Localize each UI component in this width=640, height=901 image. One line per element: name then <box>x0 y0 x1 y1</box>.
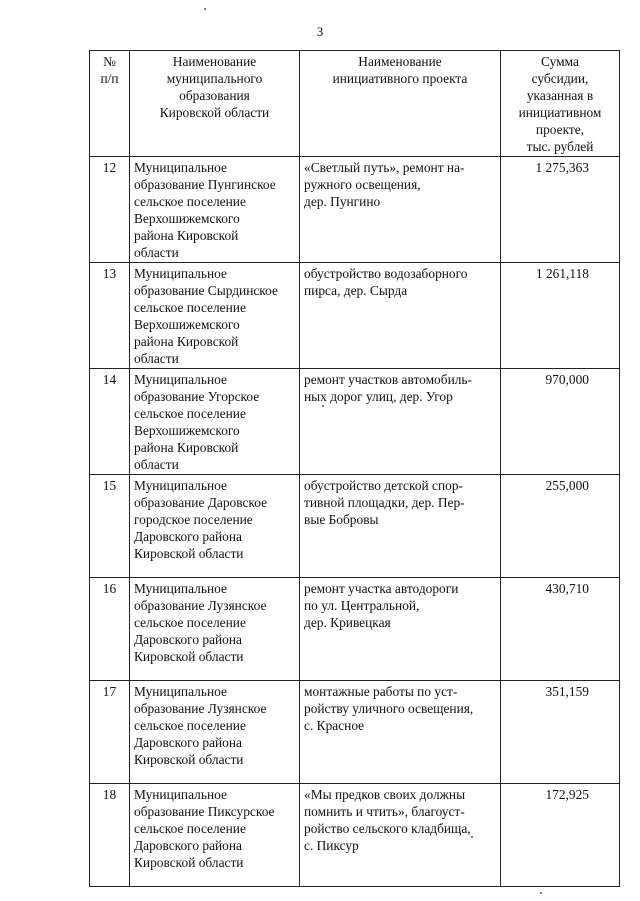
row-number: 14 <box>90 369 130 475</box>
table-row <box>90 784 620 887</box>
text-line: ройству уличного освещения, <box>304 701 474 716</box>
table-row <box>90 263 620 369</box>
row-number: 16 <box>90 578 130 681</box>
text-line: образования <box>179 88 250 103</box>
project-cell <box>300 475 501 578</box>
text-line: Муниципальное <box>134 581 227 596</box>
table-row <box>90 157 620 263</box>
text-line: «Светлый путь», ремонт на- <box>304 160 465 175</box>
text-line: ных дорог улиц, дер. Угор <box>304 389 453 404</box>
table-header-row <box>90 51 620 157</box>
text-line: Верхошижемского <box>134 317 240 332</box>
text-line: Муниципальное <box>134 478 227 493</box>
text-line: тивной площадки, дер. Пер- <box>304 495 465 510</box>
text-line: Даровского района <box>134 529 242 544</box>
table-row <box>90 475 620 578</box>
text-line: области <box>134 245 179 260</box>
text-line: Наименование <box>172 54 257 69</box>
text-line: Муниципальное <box>134 372 227 387</box>
text-line: образование Сырдинское <box>134 283 278 298</box>
text-line: Муниципальное <box>134 266 227 281</box>
scan-speck <box>322 405 324 407</box>
project-cell <box>300 263 501 369</box>
header-num <box>90 51 130 157</box>
project-cell <box>300 681 501 784</box>
amount-cell: 351,159 <box>501 681 620 784</box>
row-number: 12 <box>90 157 130 263</box>
text-line: ремонт участков автомобиль- <box>304 372 472 387</box>
text-line: вые Бобровы <box>304 512 379 527</box>
page-number: 3 <box>316 24 324 39</box>
project-cell <box>300 578 501 681</box>
text-line: ройство сельского кладбища, <box>304 821 471 836</box>
text-line: Даровского района <box>134 735 242 750</box>
text-line: с. Красное <box>304 718 365 733</box>
text-line: ружного освещения, <box>304 177 421 192</box>
text-line: помнить и чтить», благоуст- <box>304 804 465 819</box>
text-line: района Кировской <box>134 334 239 349</box>
subsidy-table <box>89 50 620 887</box>
text-line: Кировской области <box>134 752 244 767</box>
scan-speck <box>204 8 206 10</box>
text-line: Кировской области <box>159 105 270 120</box>
text-line: Муниципальное <box>134 787 227 802</box>
municipality-cell <box>130 475 300 578</box>
text-line: области <box>134 351 179 366</box>
municipality-cell <box>130 369 300 475</box>
amount-cell: 1 275,363 <box>501 157 620 263</box>
municipality-cell <box>130 263 300 369</box>
text-line: субсидии, <box>531 71 589 86</box>
scan-speck <box>471 836 473 838</box>
amount-cell: 970,000 <box>501 369 620 475</box>
row-number: 13 <box>90 263 130 369</box>
text-line: образование Лузянское <box>134 598 267 613</box>
text-line: инициативного проекта <box>332 71 468 86</box>
text-line: образование Пунгинское <box>134 177 276 192</box>
amount-cell: 172,925 <box>501 784 620 887</box>
text-line: обустройство водозаборного <box>304 266 468 281</box>
text-line: муниципального <box>166 71 263 86</box>
municipality-cell <box>130 578 300 681</box>
text-line: сельское поселение <box>134 821 246 836</box>
text-line: монтажные работы по уст- <box>304 684 458 699</box>
text-line: указанная в <box>526 88 594 103</box>
text-line: сельское поселение <box>134 194 246 209</box>
text-line: Кировской области <box>134 546 244 561</box>
municipality-cell <box>130 681 300 784</box>
text-line: образование Даровское <box>134 495 268 510</box>
header-municipality <box>130 51 300 157</box>
amount-cell: 255,000 <box>501 475 620 578</box>
text-line: района Кировской <box>134 440 239 455</box>
amount-cell: 430,710 <box>501 578 620 681</box>
municipality-cell <box>130 784 300 887</box>
text-line: сельское поселение <box>134 615 246 630</box>
text-line: Верхошижемского <box>134 211 240 226</box>
project-cell <box>300 369 501 475</box>
text-line: Сумма <box>541 54 579 69</box>
text-line: инициативном <box>518 105 602 120</box>
text-line: с. Пиксур <box>304 838 359 853</box>
text-line: Муниципальное <box>134 684 227 699</box>
table-row <box>90 578 620 681</box>
row-number: 15 <box>90 475 130 578</box>
text-line: образование Пиксурское <box>134 804 275 819</box>
text-line: обустройство детской спор- <box>304 478 463 493</box>
text-line: района Кировской <box>134 228 239 243</box>
scan-speck <box>540 892 542 894</box>
text-line: образование Угорское <box>134 389 260 404</box>
text-line: сельское поселение <box>134 406 246 421</box>
text-line: тыс. рублей <box>526 139 594 154</box>
table-row <box>90 369 620 475</box>
text-line: «Мы предков своих должны <box>304 787 466 802</box>
municipality-cell <box>130 157 300 263</box>
header-amount <box>501 51 620 157</box>
text-line: Кировской области <box>134 855 244 870</box>
table-row <box>90 681 620 784</box>
row-number: 18 <box>90 784 130 887</box>
text-line: пирса, дер. Сырда <box>304 283 408 298</box>
text-line: по ул. Центральной, <box>304 598 420 613</box>
text-line: образование Лузянское <box>134 701 267 716</box>
text-line: Даровского района <box>134 632 242 647</box>
project-cell <box>300 157 501 263</box>
text-line: дер. Пунгино <box>304 194 381 209</box>
text-line: п/п <box>100 71 119 86</box>
text-line: Кировской области <box>134 649 244 664</box>
text-line: области <box>134 457 179 472</box>
text-line: дер. Кривецкая <box>304 615 391 630</box>
text-line: Даровского района <box>134 838 242 853</box>
text-line: ремонт участка автодороги <box>304 581 459 596</box>
amount-cell: 1 261,118 <box>501 263 620 369</box>
row-number: 17 <box>90 681 130 784</box>
text-line: городское поселение <box>134 512 253 527</box>
project-cell <box>300 784 501 887</box>
text-line: сельское поселение <box>134 718 246 733</box>
text-line: № <box>103 54 116 69</box>
text-line: проекте, <box>535 122 585 137</box>
header-project <box>300 51 501 157</box>
text-line: Наименование <box>358 54 442 69</box>
text-line: Верхошижемского <box>134 423 240 438</box>
text-line: Муниципальное <box>134 160 227 175</box>
text-line: сельское поселение <box>134 300 246 315</box>
